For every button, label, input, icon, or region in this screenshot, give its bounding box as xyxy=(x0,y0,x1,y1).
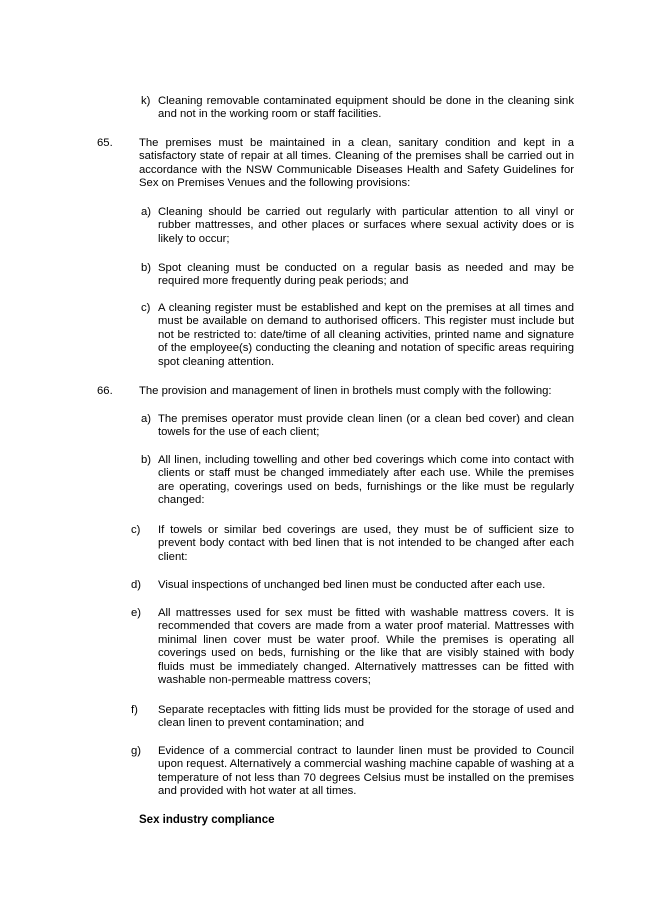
clause-66-a-text: The premises operator must provide clean linen (or a clean bed cover) and clean towels for the use of each client; xyxy=(158,413,574,439)
clause-66-g-text: Evidence of a commercial contract to launder linen must be provided to Council upon request. Alternatively a commercial washing machine capable of washing at a temperature of not less than 70 degrees Celsius must be installed on the premises and provided with hot water at all times. xyxy=(158,745,574,798)
clause-66-d-marker: d) xyxy=(131,579,142,591)
clause-66-b-text: All linen, including towelling and other bed coverings which come into contact with clients or staff must be changed immediately after each use. While the premises are operating, coverings used on beds, furnishings or the like must be regularly changed: xyxy=(158,454,574,507)
clause-65-b-marker: b) xyxy=(141,262,152,274)
clause-65-c-marker: c) xyxy=(141,302,151,314)
clause-66-e-marker: e) xyxy=(131,607,142,619)
clause-66-a-marker: a) xyxy=(141,413,152,425)
clause-66-number: 66. xyxy=(97,385,113,397)
clause-66-c-text: If towels or similar bed coverings are used, they must be of sufficient size to prevent body contact with bed linen that is not intended to be changed after each client: xyxy=(158,524,574,563)
clause-66-text: The provision and management of linen in brothels must comply with the following: xyxy=(139,385,552,397)
clause-66-g-marker: g) xyxy=(131,745,142,757)
clause-65-b-text: Spot cleaning must be conducted on a regular basis as needed and may be required more frequently during peak periods; and xyxy=(158,262,574,288)
item-k-marker: k) xyxy=(141,95,151,107)
clause-66-f-text: Separate receptacles with fitting lids must be provided for the storage of used and clean linen to prevent contamination; and xyxy=(158,704,574,730)
clause-66-f-marker: f) xyxy=(131,704,138,716)
clause-66-b-marker: b) xyxy=(141,454,152,466)
section-heading: Sex industry compliance xyxy=(139,814,275,826)
clause-66-e-text: All mattresses used for sex must be fitted with washable mattress covers. It is recommended that covers are made from a water proof material. Mattresses with minimal linen cover must be water proof. While the premises is operating all coverings used on beds, furnishing or the like that are visibly stained with body fluids must be immediately changed. Alternatively mattresses can be fitted with washable non-permeable mattress covers; xyxy=(158,607,574,687)
clause-65-text: The premises must be maintained in a clean, sanitary condition and kept in a satisfactory state of repair at all times. Cleaning of the premises shall be carried out in accordance with the NSW Communicable Diseases Health and Safety Guidelines for Sex on Premises Venues and the following provisions: xyxy=(139,137,574,190)
clause-66-d-text: Visual inspections of unchanged bed linen must be conducted after each use. xyxy=(158,579,546,591)
clause-65-number: 65. xyxy=(97,137,113,149)
clause-66-c-marker: c) xyxy=(131,524,141,536)
clause-65-c-text: A cleaning register must be established and kept on the premises at all times and must be available on demand to authorised officers. This register must include but not be restricted to: date/time of all cleaning activities, printed name and signature of the employee(s) conducting the cleaning and notation of specific areas requiring spot cleaning attention. xyxy=(158,302,574,368)
item-k-text: Cleaning removable contaminated equipment should be done in the cleaning sink and not in the working room or staff facilities. xyxy=(158,95,574,121)
clause-65-a-marker: a) xyxy=(141,206,152,218)
clause-65-a-text: Cleaning should be carried out regularly with particular attention to all vinyl or rubber mattresses, and other places or surfaces where sexual activity does or is likely to occur; xyxy=(158,206,574,245)
